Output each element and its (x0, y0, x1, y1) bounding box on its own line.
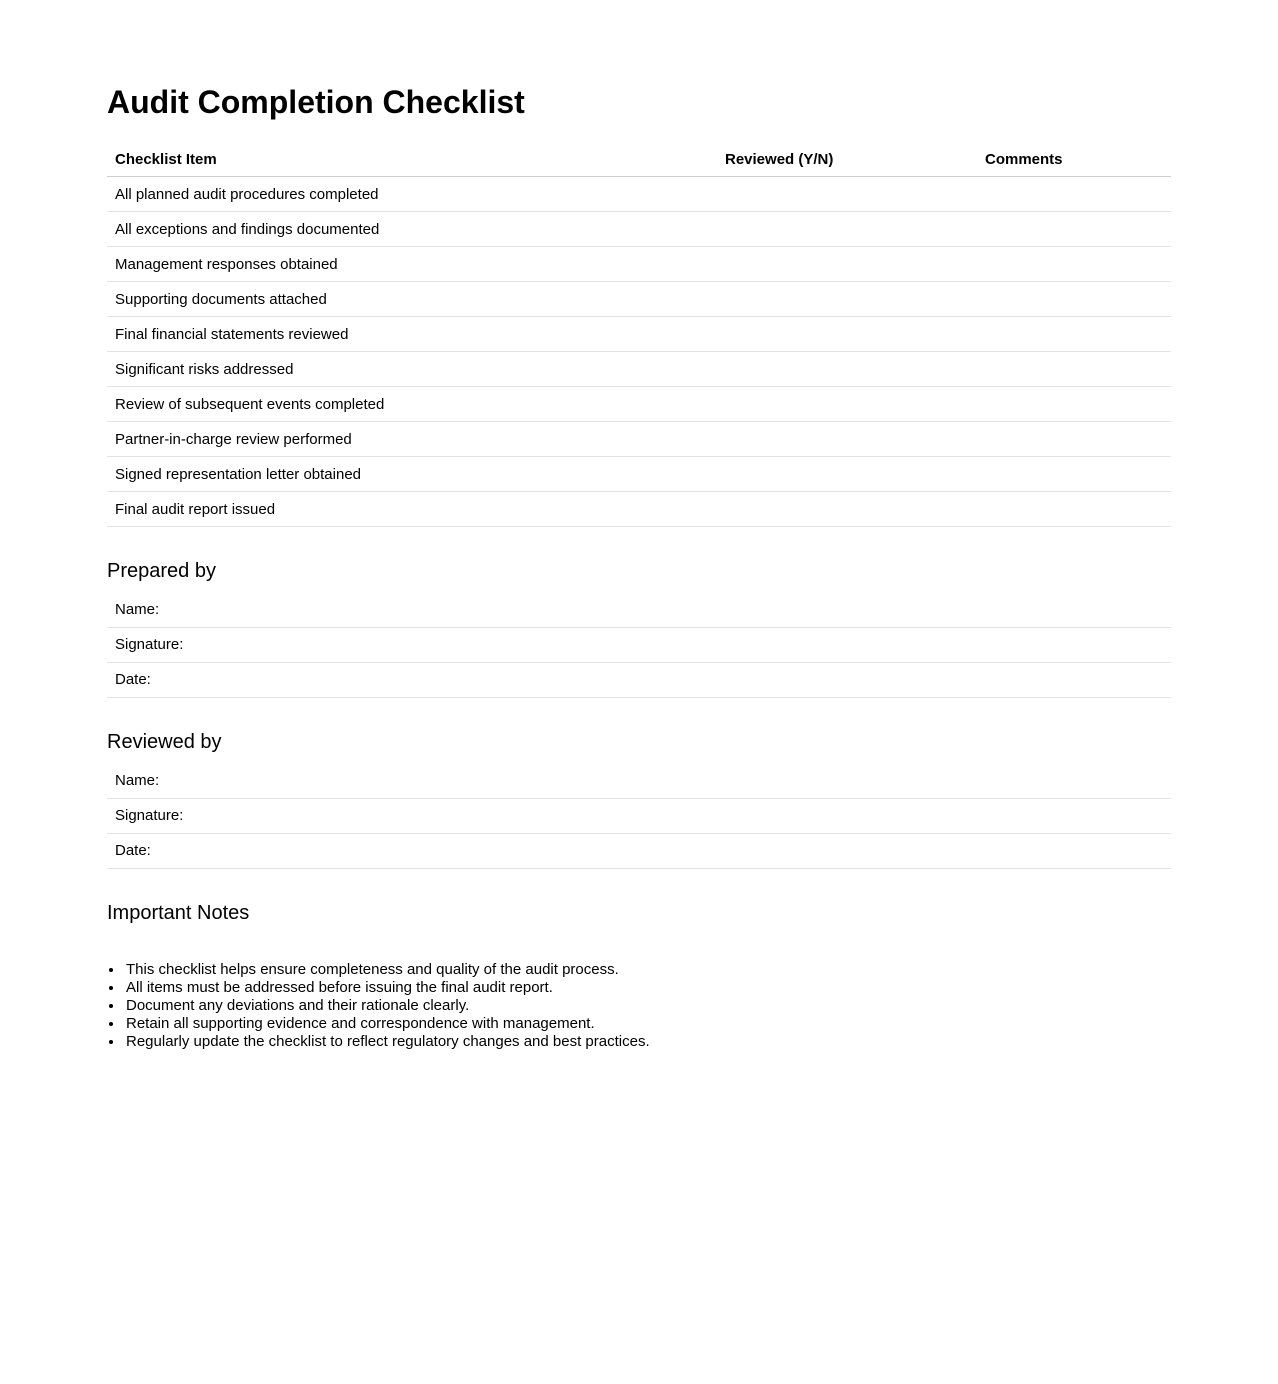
field-label: Name: (115, 772, 160, 789)
checklist-item-cell: Partner-in-charge review performed (107, 422, 717, 457)
checklist-item-cell: Supporting documents attached (107, 282, 717, 317)
column-header-comments: Comments (977, 142, 1171, 177)
column-header-reviewed: Reviewed (Y/N) (717, 142, 977, 177)
checklist-item-cell: Significant risks addressed (107, 352, 717, 387)
table-row (107, 212, 1171, 247)
reviewed-by-heading: Reviewed by (107, 731, 222, 753)
checklist-item-cell: Final financial statements reviewed (107, 317, 717, 352)
table-header-row (107, 142, 1171, 177)
comments-cell (977, 457, 1171, 492)
comments-cell (977, 492, 1171, 527)
table-row (107, 352, 1171, 387)
comments-cell (977, 212, 1171, 247)
reviewed-cell (717, 177, 977, 212)
note-item: • Retain all supporting evidence and correspondence with management. (124, 1015, 1171, 1033)
reviewed-cell (717, 212, 977, 247)
reviewed-by-name-row (107, 764, 1171, 799)
document-page (107, 84, 1171, 1051)
prepared-by-signature-row (107, 628, 1171, 663)
table-row (107, 177, 1171, 212)
table-row (107, 492, 1171, 527)
note-item: • This checklist helps ensure completeness and quality of the audit process. (124, 961, 1171, 979)
reviewed-cell (717, 247, 977, 282)
reviewed-by-section (107, 764, 1171, 869)
comments-cell (977, 177, 1171, 212)
field-label: Date: (115, 842, 151, 859)
comments-cell (977, 352, 1171, 387)
table-row (107, 247, 1171, 282)
reviewed-cell (717, 282, 977, 317)
checklist-table (107, 142, 1171, 527)
checklist-item-cell: Review of subsequent events completed (107, 387, 717, 422)
checklist-item-cell: Final audit report issued (107, 492, 717, 527)
comments-cell (977, 387, 1171, 422)
reviewed-cell (717, 492, 977, 527)
reviewed-by-date-row (107, 834, 1171, 869)
field-label: Name: (115, 601, 160, 618)
comments-cell (977, 317, 1171, 352)
table-row (107, 457, 1171, 492)
table-row (107, 282, 1171, 317)
table-row (107, 387, 1171, 422)
comments-cell (977, 282, 1171, 317)
field-label: Signature: (115, 807, 184, 824)
checklist-item-cell: Management responses obtained (107, 247, 717, 282)
field-label: Date: (115, 671, 151, 688)
note-item: • Regularly update the checklist to reflect regulatory changes and best practices. (124, 1033, 1171, 1051)
notes-list (107, 961, 1171, 1051)
note-item: • All items must be addressed before issuing the final audit report. (124, 979, 1171, 997)
table-row (107, 422, 1171, 457)
page-title: Audit Completion Checklist (107, 84, 525, 120)
checklist-item-cell: All exceptions and findings documented (107, 212, 717, 247)
important-notes-heading: Important Notes (107, 902, 250, 924)
comments-cell (977, 422, 1171, 457)
checklist-item-cell: All planned audit procedures completed (107, 177, 717, 212)
reviewed-cell (717, 457, 977, 492)
prepared-by-section (107, 593, 1171, 698)
prepared-by-name-row (107, 593, 1171, 628)
note-item: • Document any deviations and their rationale clearly. (124, 997, 1171, 1015)
comments-cell (977, 247, 1171, 282)
prepared-by-date-row (107, 663, 1171, 698)
column-header-checklist-item: Checklist Item (107, 142, 717, 177)
reviewed-by-signature-row (107, 799, 1171, 834)
reviewed-cell (717, 317, 977, 352)
checklist-item-cell: Signed representation letter obtained (107, 457, 717, 492)
reviewed-cell (717, 352, 977, 387)
reviewed-cell (717, 422, 977, 457)
reviewed-cell (717, 387, 977, 422)
table-row (107, 317, 1171, 352)
prepared-by-heading: Prepared by (107, 560, 216, 582)
field-label: Signature: (115, 636, 184, 653)
